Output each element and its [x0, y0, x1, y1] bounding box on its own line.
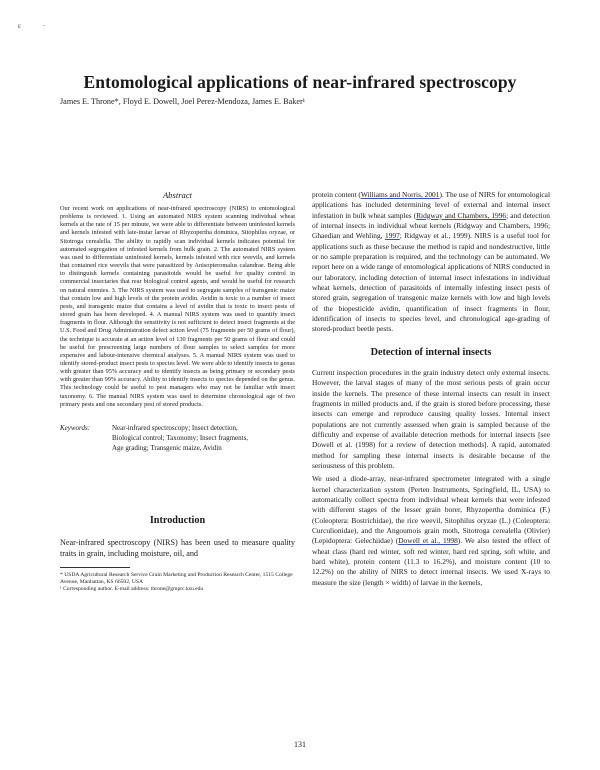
paragraph-detection: Current inspection procedures in the grain industry detect only external insects. However, the larval stages of many of the most serious pests of grain occur inside the kernels. The presence of these internal insects can result in insect fragments in milled products and, if the grain is stored before processing, these insects can emerge and reproduce causing quality losses. Internal insect populations are not currently assessed when grain is sampled because of the difficulty and expense of available detection methods for internal insects [see Dowell et al. (1998) for a review of detection methods]. A rapid, automated method for sampling these internal insects is desirable because of the seriousness of this problem.	[312, 367, 550, 470]
text-run: We used a diode-array, near-infrared spectrometer integrated with a single kernel characterization system (Perten Instruments, Springfield, IL, USA) to automatically collect spectra from individual wheat kernels that were infested with different stages of the lesser grain borer, Rhyzopertha dominica (F.) (Coleoptera: Bostrichidae), the rice weevil, Sitophilus oryzae (L.) (Coleoptera: Curculionidae), and the Angoumois grain moth, Sitotroga cerealella (Olivier) (Lepidoptera: Gelechiidae) (	[312, 474, 550, 546]
text-run: ; and detection of internal insects in individual wheat kernels (Ridgway and Chambers, 1996; Ghaedian and Wehling,	[312, 210, 550, 241]
text-run: ). We also tested the effect of wheat class (hard red winter, soft red winter, hard red spring, soft white, and hard white), protein content (11.3 to 16.2%), and moisture content (10 to 12.2%) on the ability of NIRS to detect internal insects. We used X-rays to measure the size (length × width) of larvae in the kernels,	[312, 536, 550, 587]
detection-heading: Detection of internal insects	[370, 346, 492, 358]
keywords-label: Keywords:	[60, 423, 91, 432]
scan-mark: ε ·	[18, 22, 56, 30]
footnote-affiliation: * USDA Agricultural Research Service Grain Marketing and Production Research Center, 1515 College Avenue, Manhattan, KS 66502, USA	[60, 571, 293, 586]
citation-link-1997[interactable]: 1997	[385, 231, 400, 241]
footnote-corresponding: ¹ Corresponding author. E-mail address: throne@gmprc.ksu.edu	[60, 586, 204, 593]
right-column	[312, 190, 550, 588]
paper-title: Entomological applications of near-infrared spectroscopy	[83, 72, 517, 92]
keywords-block	[60, 423, 295, 453]
footnote-rule	[60, 567, 130, 568]
paragraph-methods	[312, 474, 550, 588]
page-number: 131	[294, 740, 306, 749]
text-run: ; Ridgway et al., 1999). NIRS is a useful tool for applications such as these because the method is rapid and nondestructive, little or no sample preparation is required, and the technology can be automated. We report here on a wide range of entomological applications of NIRS conducted in our laboratory, including detection of internal insect infestations in individual wheat kernels, detection of parasitoids of internally infesting insect pests of stored grain, segregation of transgenic maize kernels with low and high levels of the biopesticide avidin, quantification of insect fragments in flour, identification of insects to species level, and chronological age-grading of stored-product beetle pests.	[312, 231, 550, 334]
paragraph-intro-continued	[312, 190, 550, 335]
abstract-text: Our recent work on applications of near-infrared spectroscopy (NIRS) to entomological problems is reviewed. 1. Using an automated NIRS system scanning individual wheat kernels at the rate of 15 per minute, we were able to differentiate between uninfested kernels and kernels infested with late-instar larvae of Rhyzopertha dominica, Sitophilus oryzae, or Sitotroga cerealella. The ability to rapidly scan individual kernels indicates potential for automated segregation of infested kernels from bulk grain. 2. The automated NIRS system was used to differentiate uninfested kernels, kernels infested with rice weevils, and kernels that contained rice weevils that were parasitized by Anisopteromalus calandrae. Being able to distinguish kernels containing parasitoids would be useful for quality control in commercial insectaries that rear biological control agents, and would be useful for research on natural enemies. 3. The NIRS system was used to segregate samples of transgenic maize that contain low and high levels of the protein avidin. Avidin is toxic to a number of insect pests, and transgenic maize that contains a level of avidin that is toxic to insect pests of stored grain has been developed. 4. A manual NIRS system was used to quantify insect fragments in flour. Although the sensitivity is not sufficient to detect insect fragments at the U.S. Food and Drug Administration defect action level (75 fragments per 50 grams of flour), the technique is accurate at an action level of 130 fragments per 50 grams of flour and could be useful for prescreening large numbers of flour samples to select samples for more expensive and labour-intensive chemical analyses. 5. A manual NIRS system was used to identify stored-product insect pests to species level. We were able to identify insects to genus with greater than 95% accuracy and to identify insects as being primary or secondary pests with greater than 99% accuracy. Ability to identify insects to species depended on the genus. This technology could be useful to pest managers who may not be familiar with insect taxonomy. 6. The manual NIRS system was used to determine chronological age of two primary pests and one secondary pest of stored products.	[60, 205, 295, 408]
keywords-line: Age grading; Transgenic maize, Avidin	[112, 443, 222, 452]
keywords-line: Near-infrared spectroscopy; Insect detection,	[112, 423, 238, 432]
citation-link-dowell-1998[interactable]: Dowell et al., 1998	[398, 536, 458, 546]
citation-link-williams-norris[interactable]: Williams and Norris, 2001	[360, 190, 440, 199]
introduction-text: Near-infrared spectroscopy (NIRS) has been used to measure quality traits in grain, including moisture, oil, and	[60, 537, 295, 559]
keywords-line: Biological control; Taxonomy; Insect fragments,	[112, 433, 249, 442]
citation-link-ridgway-chambers[interactable]: Ridgway and Chambers, 1996	[416, 210, 507, 220]
text-run: protein content (	[312, 190, 361, 199]
left-column	[60, 190, 295, 594]
abstract-heading: Abstract	[162, 190, 193, 200]
text-run: ). The use of NIRS for entomological applications has included determining level of external and internal insect infestation in bulk wheat samples (	[312, 190, 550, 220]
author-list: James E. Throne*, Floyd E. Dowell, Joel Perez-Mendoza, James E. Baker¹	[60, 97, 306, 106]
introduction-heading: Introduction	[149, 514, 206, 526]
